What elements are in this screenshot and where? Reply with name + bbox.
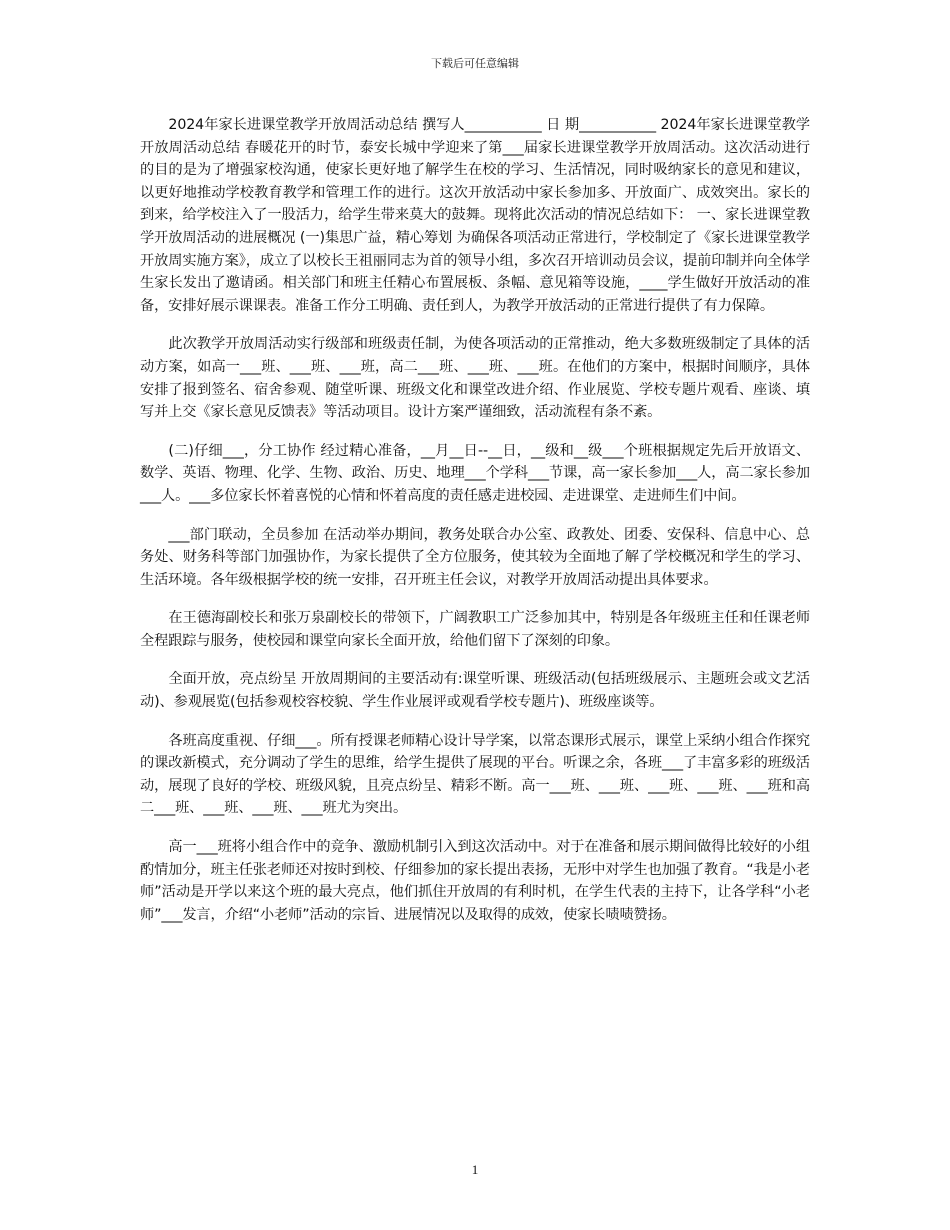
document-body: [140, 114, 810, 942]
paragraph-highlights: 全面开放，亮点纷呈 开放周期间的主要活动有:课堂听课、班级活动(包括班级展示、主题班会或文艺活动)、参观展览(包括参观校容校貌、学生作业展评或观看学校专题片)、班级座谈等。: [140, 671, 810, 711]
paragraph-classes: 各班高度重视、仔细___。所有授课老师精心设计导学案，以常态课形式展示，课堂上采纳小组合作探究的课改新模式，充分调动了学生的思维，给学生提供了展现的平台。听课之余，各班___了丰富多彩的班级活动，展现了良好的学校、班级风貌，且亮点纷呈、精彩不断。高一___班、___班、___班、___班、___班和高二___班、___班、___班、___班尤为突出。: [140, 732, 810, 817]
paragraph-departments: ___部门联动，全员参加 在活动举办期间，教务处联合办公室、政教处、团委、安保科、信息中心、总务处、财务科等部门加强协作，为家长提供了全方位服务，使其较为全面地了解了学校概况和学生的学习、生活环境。各年级根据学校的统一安排，召开班主任会议，对教学开放周活动提出具体要求。: [140, 526, 810, 588]
paragraph-cooperation: (二)仔细___，分工协作 经过精心准备，__月__日--__日，__级和__级___个班根据规定先后开放语文、数学、英语、物理、化学、生物、政治、历史、地理___个学科___节课，高一家长参加___人，高二家长参加___人。___多位家长怀着喜悦的心情和怀着高度的责任感走进校园、走进课堂、走进师生们中间。: [140, 442, 810, 504]
page-number: 1: [471, 1162, 479, 1177]
page-header: 下载后可任意编辑: [431, 57, 519, 70]
paragraph-intro: 2024年家长进课堂教学开放周活动总结 撰写人___________ 日 期___________ 2024年家长进课堂教学开放周活动总结 春暖花开的时节，泰安长城中学迎来了第___届家长进课堂教学开放周活动。这次活动进行的目的是为了增强家校沟通，使家长更好地了解学生在校的学习、生活情况，同时吸纳家长的意见和建议，以更好地推动学校教育教学和管理工作的进行。这次开放活动中家长参加多、开放面广、成效突出。家长的到来，给学校注入了一股活力，给学生带来莫大的鼓舞。现将此次活动的情况总结如下： 一、家长进课堂教学开放周活动的进展概况 (一)集思广益，精心筹划 为确保各项活动正常进行，学校制定了《家长进课堂教学开放周实施方案》，成立了以校长王祖丽同志为首的领导小组，多次召开培训动员会议，提前印制并向全体学生家长发出了邀请函。相关部门和班主任精心布置展板、条幅、意见箱等设施，____学生做好开放活动的准备，安排好展示课课表。准备工作分工明确、责任到人，为教学开放活动的正常进行提供了有力保障。: [140, 117, 810, 314]
paragraph-class-example: 高一___班将小组合作中的竞争、激励机制引入到这次活动中。对于在准备和展示期间做得比较好的小组酌情加分，班主任张老师还对按时到校、仔细参加的家长提出表扬，无形中对学生也加强了教育。“我是小老师”活动是开学以来这个班的最大亮点，他们抓住开放周的有利时机，在学生代表的主持下，让各学科“小老师”___发言，介绍“小老师”活动的宗旨、进展情况以及取得的成效，使家长啧啧赞扬。: [140, 839, 810, 923]
paragraph-responsibility: 此次教学开放周活动实行级部和班级责任制，为使各项活动的正常推动，绝大多数班级制定了具体的活动方案，如高一___班、___班、___班，高二___班、___班、___班。在他们的方案中，根据时间顺序，具体安排了报到签名、宿舍参观、随堂听课、班级文化和课堂改进介绍、作业展览、学校专题片观看、座谈、填写并上交《家长意见反馈表》等活动项目。设计方案严谨细致，活动流程有条不紊。: [140, 336, 810, 421]
paragraph-leadership: 在王德海副校长和张万泉副校长的带领下，广阔教职工广泛参加其中，特别是各年级班主任和任课老师全程跟踪与服务，使校园和课堂向家长全面开放，给他们留下了深刻的印象。: [140, 610, 810, 649]
